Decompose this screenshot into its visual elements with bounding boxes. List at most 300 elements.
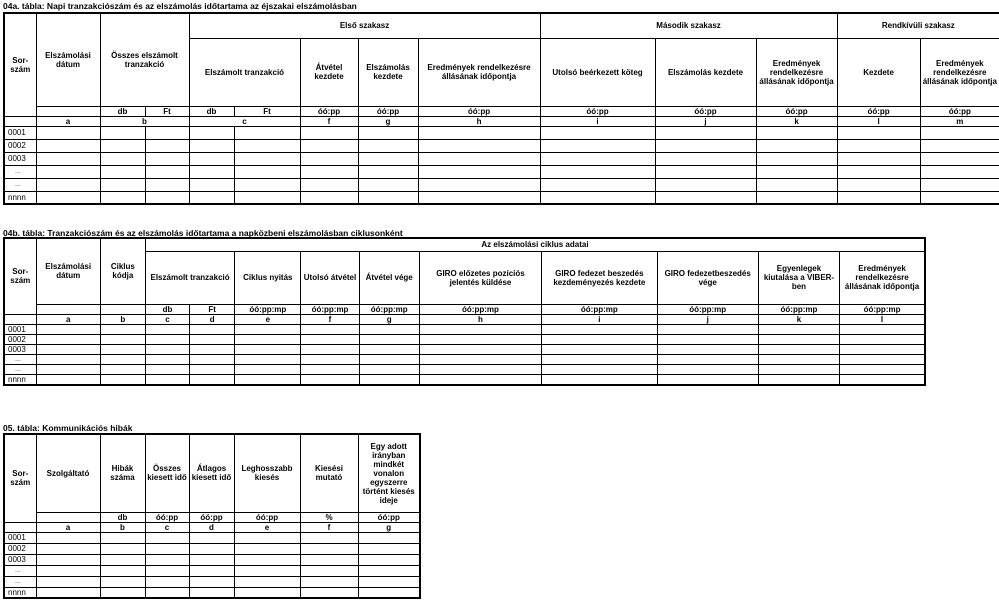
data-cell[interactable] — [542, 334, 657, 344]
data-cell[interactable] — [36, 191, 100, 204]
letter-cell: a — [36, 314, 100, 324]
data-cell[interactable] — [758, 364, 839, 374]
data-cell[interactable] — [100, 364, 145, 374]
data-cell[interactable] — [756, 191, 837, 204]
data-cell[interactable] — [234, 543, 300, 554]
unit-cell: óó:pp:mp — [419, 304, 541, 314]
data-cell[interactable] — [300, 165, 358, 178]
data-cell[interactable] — [36, 354, 100, 364]
letter-cell: j — [655, 116, 756, 126]
data-cell[interactable] — [234, 565, 300, 576]
letter-cell: l — [837, 116, 920, 126]
data-cell[interactable] — [301, 374, 359, 385]
data-cell[interactable] — [100, 354, 145, 364]
letter-cell: j — [657, 314, 758, 324]
data-cell[interactable] — [145, 165, 189, 178]
data-cell[interactable] — [235, 324, 301, 334]
letters-row — [4, 116, 999, 126]
header-osszes-kiesett: Összes kiesett idő — [145, 434, 189, 512]
units-row — [4, 304, 925, 314]
letter-cell: e — [235, 314, 301, 324]
data-cell[interactable] — [235, 334, 301, 344]
data-cell[interactable] — [189, 152, 234, 165]
table-05 — [3, 433, 421, 599]
header-leghosszabb: Leghosszabb kiesés — [234, 434, 300, 512]
data-cell[interactable] — [540, 165, 655, 178]
data-cell[interactable] — [235, 364, 301, 374]
row-number: ... — [4, 565, 36, 576]
letter-cell: h — [419, 314, 541, 324]
data-cell[interactable] — [418, 191, 540, 204]
data-cell[interactable] — [189, 178, 234, 191]
data-cell[interactable] — [655, 191, 756, 204]
data-cell[interactable] — [36, 178, 100, 191]
letter-cell: a — [36, 116, 100, 126]
data-cell[interactable] — [189, 532, 234, 543]
data-cell[interactable] — [756, 126, 837, 139]
header-hibak-szama: Hibák száma — [100, 434, 145, 512]
data-cell[interactable] — [300, 178, 358, 191]
data-cell[interactable] — [758, 374, 839, 385]
data-cell[interactable] — [300, 152, 358, 165]
data-cell[interactable] — [100, 565, 145, 576]
data-cell[interactable] — [301, 344, 359, 354]
row-number: ... — [4, 178, 36, 191]
data-cell[interactable] — [36, 139, 100, 152]
data-cell[interactable] — [234, 178, 300, 191]
table-row — [4, 565, 420, 576]
data-cell[interactable] — [300, 576, 358, 587]
data-cell[interactable] — [920, 178, 999, 191]
header-eredmenyek: Eredmények rendelkezésre állásának időpontja — [840, 251, 925, 304]
data-cell[interactable] — [655, 139, 756, 152]
letter-cell: c — [145, 314, 189, 324]
header-giro-elozetes: GIRO előzetes pozíciós jelentés küldése — [419, 251, 541, 304]
header-ciklus-adatai: Az elszámolási ciklus adatai — [145, 238, 925, 251]
data-cell[interactable] — [145, 543, 189, 554]
data-cell[interactable] — [542, 354, 657, 364]
header-utolso-koteg: Utolsó beérkezett köteg — [540, 38, 655, 106]
data-cell[interactable] — [301, 334, 359, 344]
letter-empty — [4, 314, 36, 324]
data-cell[interactable] — [189, 126, 234, 139]
data-cell[interactable] — [145, 126, 189, 139]
data-cell[interactable] — [145, 324, 189, 334]
letter-cell: b — [100, 522, 145, 532]
units-row — [4, 106, 999, 116]
data-cell[interactable] — [145, 576, 189, 587]
data-cell[interactable] — [100, 152, 145, 165]
data-cell[interactable] — [837, 152, 920, 165]
letter-cell: g — [359, 314, 419, 324]
data-cell[interactable] — [359, 364, 419, 374]
data-cell[interactable] — [655, 126, 756, 139]
data-cell[interactable] — [189, 191, 234, 204]
data-cell[interactable] — [419, 344, 541, 354]
data-cell[interactable] — [837, 139, 920, 152]
unit-cell: óó:pp — [756, 106, 837, 116]
data-cell[interactable] — [359, 334, 419, 344]
data-cell[interactable] — [36, 543, 100, 554]
data-cell[interactable] — [758, 334, 839, 344]
table-04a-title: 04a. tábla: Napi tranzakciószám és az elszámolás időtartama az éjszakai elszámolásban — [3, 1, 357, 11]
units-empty — [36, 106, 100, 116]
header-elso-szakasz: Első szakasz — [189, 13, 540, 38]
data-cell[interactable] — [358, 191, 418, 204]
data-cell[interactable] — [840, 344, 925, 354]
data-cell[interactable] — [189, 554, 234, 565]
data-cell[interactable] — [189, 165, 234, 178]
data-cell[interactable] — [758, 344, 839, 354]
data-cell[interactable] — [300, 543, 358, 554]
data-cell[interactable] — [234, 532, 300, 543]
data-cell[interactable] — [235, 344, 301, 354]
data-cell[interactable] — [418, 178, 540, 191]
unit-cell: óó:pp — [145, 512, 189, 522]
unit-cell: óó:pp — [300, 106, 358, 116]
unit-cell: óó:pp:mp — [235, 304, 301, 314]
data-cell[interactable] — [419, 364, 541, 374]
data-cell[interactable] — [189, 576, 234, 587]
row-number: ... — [4, 354, 36, 364]
data-cell[interactable] — [358, 126, 418, 139]
unit-cell: óó:pp — [837, 106, 920, 116]
unit-cell: óó:pp — [920, 106, 999, 116]
data-cell[interactable] — [540, 126, 655, 139]
data-cell[interactable] — [100, 334, 145, 344]
unit-cell: óó:pp — [358, 512, 420, 522]
data-cell[interactable] — [359, 324, 419, 334]
data-cell[interactable] — [837, 178, 920, 191]
data-cell[interactable] — [36, 554, 100, 565]
header-giro-fedezet-vege: GIRO fedezetbeszedés vége — [657, 251, 758, 304]
data-cell[interactable] — [300, 126, 358, 139]
row-number: 0002 — [4, 139, 36, 152]
data-cell[interactable] — [145, 152, 189, 165]
letter-cell: b — [100, 314, 145, 324]
data-cell[interactable] — [359, 374, 419, 385]
data-cell[interactable] — [234, 191, 300, 204]
data-cell[interactable] — [145, 364, 189, 374]
data-cell[interactable] — [234, 554, 300, 565]
data-cell[interactable] — [358, 565, 420, 576]
unit-cell: óó:pp:mp — [840, 304, 925, 314]
data-cell[interactable] — [300, 532, 358, 543]
data-cell[interactable] — [655, 178, 756, 191]
header-masodik-szakasz: Második szakasz — [540, 13, 837, 38]
data-cell[interactable] — [190, 334, 235, 344]
data-cell[interactable] — [920, 191, 999, 204]
header-ciklus-kodja: Ciklus kódja — [100, 238, 145, 304]
data-cell[interactable] — [190, 344, 235, 354]
data-cell[interactable] — [145, 344, 189, 354]
unit-cell: óó:pp:mp — [657, 304, 758, 314]
row-number: 0001 — [4, 324, 36, 334]
data-cell[interactable] — [756, 178, 837, 191]
data-cell[interactable] — [418, 126, 540, 139]
data-cell[interactable] — [36, 152, 100, 165]
data-cell[interactable] — [235, 374, 301, 385]
data-cell[interactable] — [234, 126, 300, 139]
table-row — [4, 364, 925, 374]
data-cell[interactable] — [837, 191, 920, 204]
data-cell[interactable] — [840, 324, 925, 334]
table-row — [4, 139, 999, 152]
data-cell[interactable] — [300, 587, 358, 598]
header-elszamolas-kezdete: Elszámolás kezdete — [358, 38, 418, 106]
data-cell[interactable] — [36, 126, 100, 139]
data-cell[interactable] — [234, 165, 300, 178]
unit-cell: db — [145, 304, 189, 314]
data-cell[interactable] — [300, 565, 358, 576]
data-cell[interactable] — [301, 324, 359, 334]
data-cell[interactable] — [358, 139, 418, 152]
data-cell[interactable] — [189, 587, 234, 598]
letter-cell: c — [145, 522, 189, 532]
table-row — [4, 334, 925, 344]
data-cell[interactable] — [419, 354, 541, 364]
data-cell[interactable] — [419, 334, 541, 344]
data-cell[interactable] — [657, 354, 758, 364]
letter-cell: l — [840, 314, 925, 324]
letter-cell: k — [758, 314, 839, 324]
data-cell[interactable] — [36, 532, 100, 543]
data-cell[interactable] — [920, 152, 999, 165]
data-cell[interactable] — [100, 543, 145, 554]
data-cell[interactable] — [145, 191, 189, 204]
data-cell[interactable] — [190, 354, 235, 364]
data-cell[interactable] — [300, 554, 358, 565]
data-cell[interactable] — [655, 165, 756, 178]
header-elszamolasi-datum: Elszámolási dátum — [36, 13, 100, 106]
table-04b — [3, 237, 926, 386]
data-cell[interactable] — [234, 152, 300, 165]
data-cell[interactable] — [145, 565, 189, 576]
data-cell[interactable] — [234, 587, 300, 598]
data-cell[interactable] — [920, 126, 999, 139]
data-cell[interactable] — [100, 178, 145, 191]
data-cell[interactable] — [359, 354, 419, 364]
data-cell[interactable] — [540, 191, 655, 204]
data-cell[interactable] — [418, 152, 540, 165]
letter-cell: f — [301, 314, 359, 324]
data-cell[interactable] — [301, 354, 359, 364]
data-cell[interactable] — [36, 374, 100, 385]
data-cell[interactable] — [657, 344, 758, 354]
data-cell[interactable] — [540, 152, 655, 165]
data-cell[interactable] — [542, 374, 657, 385]
unit-cell: Ft — [190, 304, 235, 314]
header-elszamolt-tranzakcio: Elszámolt tranzakció — [189, 38, 300, 106]
data-cell[interactable] — [145, 532, 189, 543]
row-number: ... — [4, 576, 36, 587]
data-cell[interactable] — [100, 165, 145, 178]
letter-cell: d — [190, 314, 235, 324]
letters-row — [4, 314, 925, 324]
row-number: 0003 — [4, 344, 36, 354]
data-cell[interactable] — [655, 152, 756, 165]
header-kiesesi-mutato: Kiesési mutató — [300, 434, 358, 512]
data-cell[interactable] — [657, 334, 758, 344]
data-cell[interactable] — [301, 364, 359, 374]
data-cell[interactable] — [837, 165, 920, 178]
data-cell[interactable] — [100, 532, 145, 543]
letter-cell: h — [418, 116, 540, 126]
data-cell[interactable] — [540, 139, 655, 152]
header-elszamolasi-datum: Elszámolási dátum — [36, 238, 100, 304]
data-cell[interactable] — [358, 165, 418, 178]
data-cell[interactable] — [100, 126, 145, 139]
data-cell[interactable] — [542, 364, 657, 374]
data-cell[interactable] — [758, 354, 839, 364]
data-cell[interactable] — [36, 576, 100, 587]
data-cell[interactable] — [189, 139, 234, 152]
data-cell[interactable] — [36, 324, 100, 334]
header-eredmenyek-masodik: Eredmények rendelkezésre állásának időpontja — [756, 38, 837, 106]
data-cell[interactable] — [145, 374, 189, 385]
data-cell[interactable] — [542, 344, 657, 354]
unit-cell: óó:pp — [540, 106, 655, 116]
letter-cell: f — [300, 116, 358, 126]
table-05-title: 05. tábla: Kommunikációs hibák — [3, 423, 133, 433]
letter-cell: i — [540, 116, 655, 126]
data-cell[interactable] — [418, 139, 540, 152]
unit-cell: óó:pp — [655, 106, 756, 116]
data-cell[interactable] — [36, 334, 100, 344]
data-cell[interactable] — [190, 364, 235, 374]
table-row — [4, 152, 999, 165]
data-cell[interactable] — [36, 344, 100, 354]
data-cell[interactable] — [145, 334, 189, 344]
data-cell[interactable] — [756, 152, 837, 165]
data-cell[interactable] — [145, 554, 189, 565]
data-cell[interactable] — [36, 165, 100, 178]
row-number: 0003 — [4, 554, 36, 565]
table-04a — [3, 12, 999, 205]
letter-cell: i — [542, 314, 657, 324]
data-cell[interactable] — [358, 152, 418, 165]
data-cell[interactable] — [100, 139, 145, 152]
data-cell[interactable] — [145, 354, 189, 364]
data-cell[interactable] — [419, 374, 541, 385]
unit-cell: óó:pp — [418, 106, 540, 116]
data-cell[interactable] — [36, 364, 100, 374]
letter-cell: f — [300, 522, 358, 532]
letter-cell: d — [189, 522, 234, 532]
letter-cell: g — [358, 522, 420, 532]
table-04b-title: 04b. tábla: Tranzakciószám és az elszámolás időtartama a napközbeni elszámolásban ciklusonként — [3, 228, 403, 238]
data-cell[interactable] — [189, 543, 234, 554]
data-cell[interactable] — [190, 374, 235, 385]
row-number: ... — [4, 165, 36, 178]
data-cell[interactable] — [234, 139, 300, 152]
table-05-body — [4, 532, 420, 598]
data-cell[interactable] — [100, 554, 145, 565]
letter-empty — [4, 522, 36, 532]
data-cell[interactable] — [358, 587, 420, 598]
data-cell[interactable] — [100, 374, 145, 385]
letter-cell: b — [100, 116, 189, 126]
data-cell[interactable] — [100, 344, 145, 354]
data-cell[interactable] — [542, 324, 657, 334]
letter-cell: a — [36, 522, 100, 532]
data-cell[interactable] — [540, 178, 655, 191]
data-cell[interactable] — [840, 354, 925, 364]
data-cell[interactable] — [358, 178, 418, 191]
data-cell[interactable] — [235, 354, 301, 364]
data-cell[interactable] — [359, 344, 419, 354]
data-cell[interactable] — [358, 543, 420, 554]
header-egy-adott: Egy adott irányban mindkét vonalon egyszerre történt kiesés ideje — [358, 434, 420, 512]
data-cell[interactable] — [756, 165, 837, 178]
data-cell[interactable] — [837, 126, 920, 139]
data-cell[interactable] — [840, 334, 925, 344]
data-cell[interactable] — [418, 165, 540, 178]
data-cell[interactable] — [36, 565, 100, 576]
data-cell[interactable] — [100, 324, 145, 334]
row-number: 0001 — [4, 126, 36, 139]
letter-cell: e — [234, 522, 300, 532]
row-number: nnnn — [4, 587, 36, 598]
data-cell[interactable] — [756, 139, 837, 152]
units-row — [4, 512, 420, 522]
data-cell[interactable] — [300, 139, 358, 152]
table-row — [4, 324, 925, 334]
table-row — [4, 178, 999, 191]
row-number: 0001 — [4, 532, 36, 543]
data-cell[interactable] — [145, 139, 189, 152]
data-cell[interactable] — [657, 324, 758, 334]
units-empty — [36, 304, 100, 314]
unit-cell: Ft — [145, 106, 189, 116]
data-cell[interactable] — [920, 139, 999, 152]
data-cell[interactable] — [419, 324, 541, 334]
data-cell[interactable] — [100, 576, 145, 587]
data-cell[interactable] — [657, 374, 758, 385]
data-cell[interactable] — [100, 587, 145, 598]
row-number: 0002 — [4, 334, 36, 344]
header-atvetel-vege: Átvétel vége — [359, 251, 419, 304]
data-cell[interactable] — [145, 587, 189, 598]
data-cell[interactable] — [840, 374, 925, 385]
unit-cell: óó:pp — [234, 512, 300, 522]
table-row — [4, 543, 420, 554]
data-cell[interactable] — [36, 587, 100, 598]
data-cell[interactable] — [100, 191, 145, 204]
data-cell[interactable] — [358, 554, 420, 565]
row-number: nnnn — [4, 191, 36, 204]
data-cell[interactable] — [358, 532, 420, 543]
data-cell[interactable] — [920, 165, 999, 178]
data-cell[interactable] — [145, 178, 189, 191]
data-cell[interactable] — [300, 191, 358, 204]
data-cell[interactable] — [234, 576, 300, 587]
letter-empty — [4, 116, 36, 126]
header-rendkivuli-szakasz: Rendkívüli szakasz — [837, 13, 999, 38]
data-cell[interactable] — [189, 565, 234, 576]
data-cell[interactable] — [358, 576, 420, 587]
header-utolso-atvetel: Utolsó átvétel — [301, 251, 359, 304]
data-cell[interactable] — [840, 364, 925, 374]
header-atvetel-kezdete: Átvétel kezdete — [300, 38, 358, 106]
data-cell[interactable] — [657, 364, 758, 374]
letter-cell: c — [189, 116, 300, 126]
letters-row — [4, 522, 420, 532]
table-row — [4, 532, 420, 543]
data-cell[interactable] — [190, 324, 235, 334]
data-cell[interactable] — [758, 324, 839, 334]
letter-cell: m — [920, 116, 999, 126]
